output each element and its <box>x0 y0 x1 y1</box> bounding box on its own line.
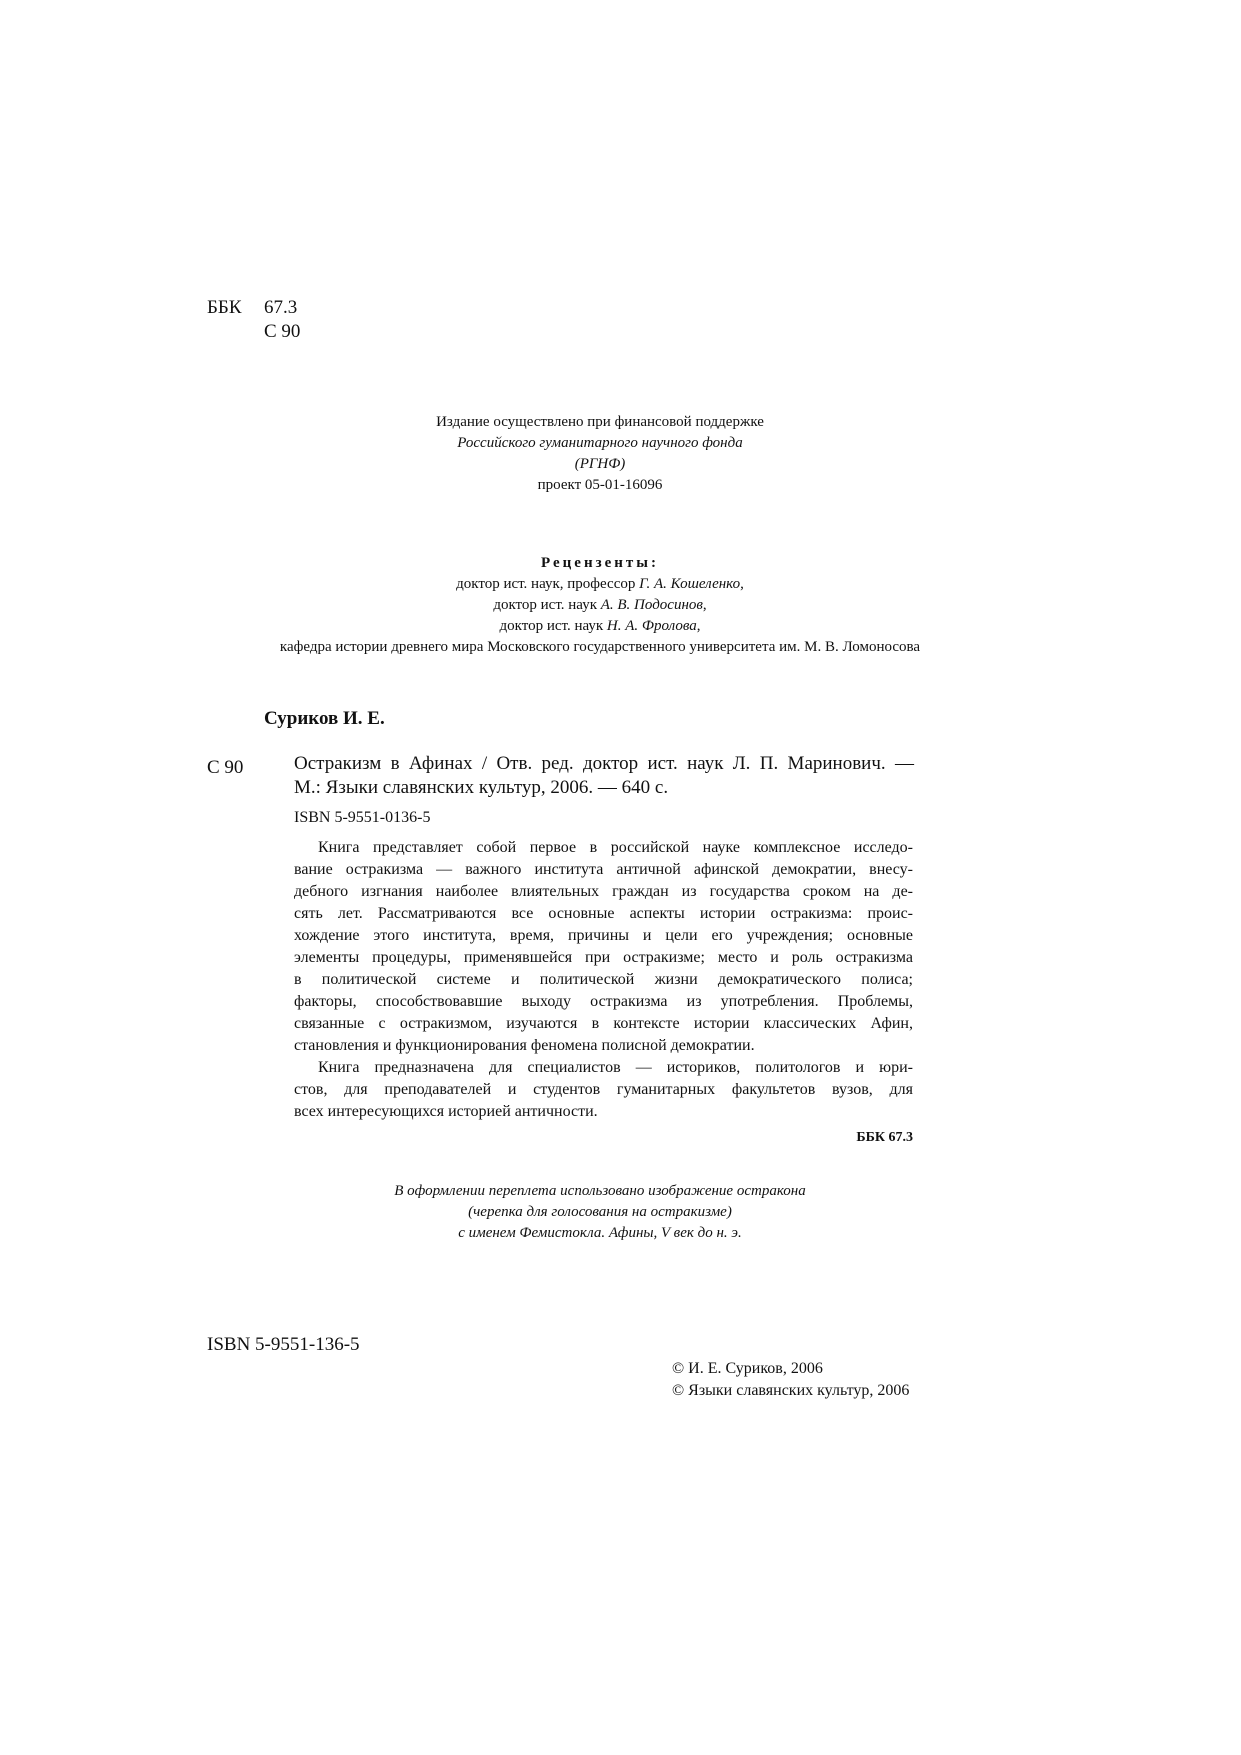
cover-note-line-2: (черепка для голосования на остракизме) <box>468 1204 732 1220</box>
annotation-p1-line: элементы процедуры, применявшейся при остракизме; место и роль остракизма <box>294 949 913 966</box>
cover-note <box>320 1181 880 1244</box>
reviewer-3-comma: , <box>696 618 701 634</box>
reviewer-2 <box>180 595 1020 616</box>
funding-note <box>320 412 880 496</box>
catalog-isbn: ISBN 5-9551-0136-5 <box>294 809 431 826</box>
annotation-p1-line: вание остракизма — важного института античной афинской демократии, внесу- <box>294 861 913 878</box>
reviewer-1-comma: , <box>740 576 744 592</box>
catalog-title-line-2: М.: Языки славянских культур, 2006. — 640 с. <box>294 777 669 798</box>
annotation-p1-line: факторы, способствовавшие выходу остракизма из употребления. Проблемы, <box>294 993 913 1010</box>
annotation-p1-line: становления и функционирования феномена полисной демократии. <box>294 1037 755 1054</box>
annotation-p1-line: Книга представляет собой первое в российской науке комплексное исследо- <box>318 839 913 856</box>
reviewer-2-comma: , <box>702 597 707 613</box>
funding-line-4: проект 05-01-16096 <box>537 477 663 493</box>
annotation-p1-line: в политической системе и политической жизни демократического полиса; <box>294 971 913 988</box>
reviewers-heading: Рецензенты: <box>541 555 659 571</box>
funding-line-1: Издание осуществлено при финансовой поддержке <box>436 414 764 430</box>
copyright-line-1: © И. Е. Суриков, 2006 <box>672 1360 823 1377</box>
catalog-author: Суриков И. Е. <box>264 708 385 729</box>
annotation-p1-line: хождение этого института, время, причины и цели его учреждения; основные <box>294 927 913 944</box>
catalog-title-line-1: Остракизм в Афинах / Отв. ред. доктор ист. наук Л. П. Маринович. — <box>294 753 914 774</box>
reviewer-3 <box>180 616 1020 637</box>
funding-line-3: (РГНФ) <box>574 456 626 472</box>
annotation-p2-line: всех интересующихся историей античности. <box>294 1103 598 1120</box>
annotation <box>294 837 913 1123</box>
catalog-title <box>294 753 914 799</box>
annotation-p1-line: дебного изгнания наиболее влиятельных граждан из государства сроком на де- <box>294 883 913 900</box>
reviewer-3-title: доктор ист. наук <box>499 618 607 634</box>
bbk-code: 67.3 <box>264 297 298 318</box>
annotation-bbk: ББК 67.3 <box>856 1130 913 1145</box>
annotation-p1-line: сять лет. Рассматриваются все основные аспекты истории остракизма: проис- <box>294 905 913 922</box>
cover-note-line-3: с именем Фемистокла. Афины, V век до н. э. <box>458 1225 742 1241</box>
annotation-p1 <box>294 837 913 1057</box>
isbn-footer: ISBN 5-9551-136-5 <box>207 1334 360 1355</box>
funding-line-2: Российского гуманитарного научного фонда <box>457 435 743 451</box>
catalog-mark: С 90 <box>207 757 244 778</box>
annotation-p2-line: Книга предназначена для специалистов — историков, политологов и юри- <box>318 1059 913 1076</box>
reviewer-1-title: доктор ист. наук, профессор <box>456 576 640 592</box>
reviewer-2-title: доктор ист. наук <box>493 597 601 613</box>
reviewers-block <box>180 553 1020 658</box>
reviewer-1-name: Г. А. Кошеленко <box>639 576 741 592</box>
reviewer-4: кафедра истории древнего мира Московского государственного университета им. М. В. Ломоносова <box>279 639 921 655</box>
annotation-p1-line: связанные с остракизмом, изучаются в контексте истории классических Афин, <box>294 1015 913 1032</box>
cover-note-line-1: В оформлении переплета использовано изображение остракона <box>394 1183 806 1199</box>
bbk-author-mark: С 90 <box>264 321 301 342</box>
copyright-line-2: © Языки славянских культур, 2006 <box>672 1382 910 1399</box>
reviewer-3-name: Н. А. Фролова <box>606 618 697 634</box>
reviewer-2-name: А. В. Подосинов <box>600 597 703 613</box>
bbk-label: ББК <box>207 297 242 318</box>
annotation-p2 <box>294 1057 913 1123</box>
reviewer-1 <box>180 574 1020 595</box>
annotation-p2-line: стов, для преподавателей и студентов гуманитарных факультетов вузов, для <box>294 1081 913 1098</box>
copyright-block <box>672 1358 909 1402</box>
